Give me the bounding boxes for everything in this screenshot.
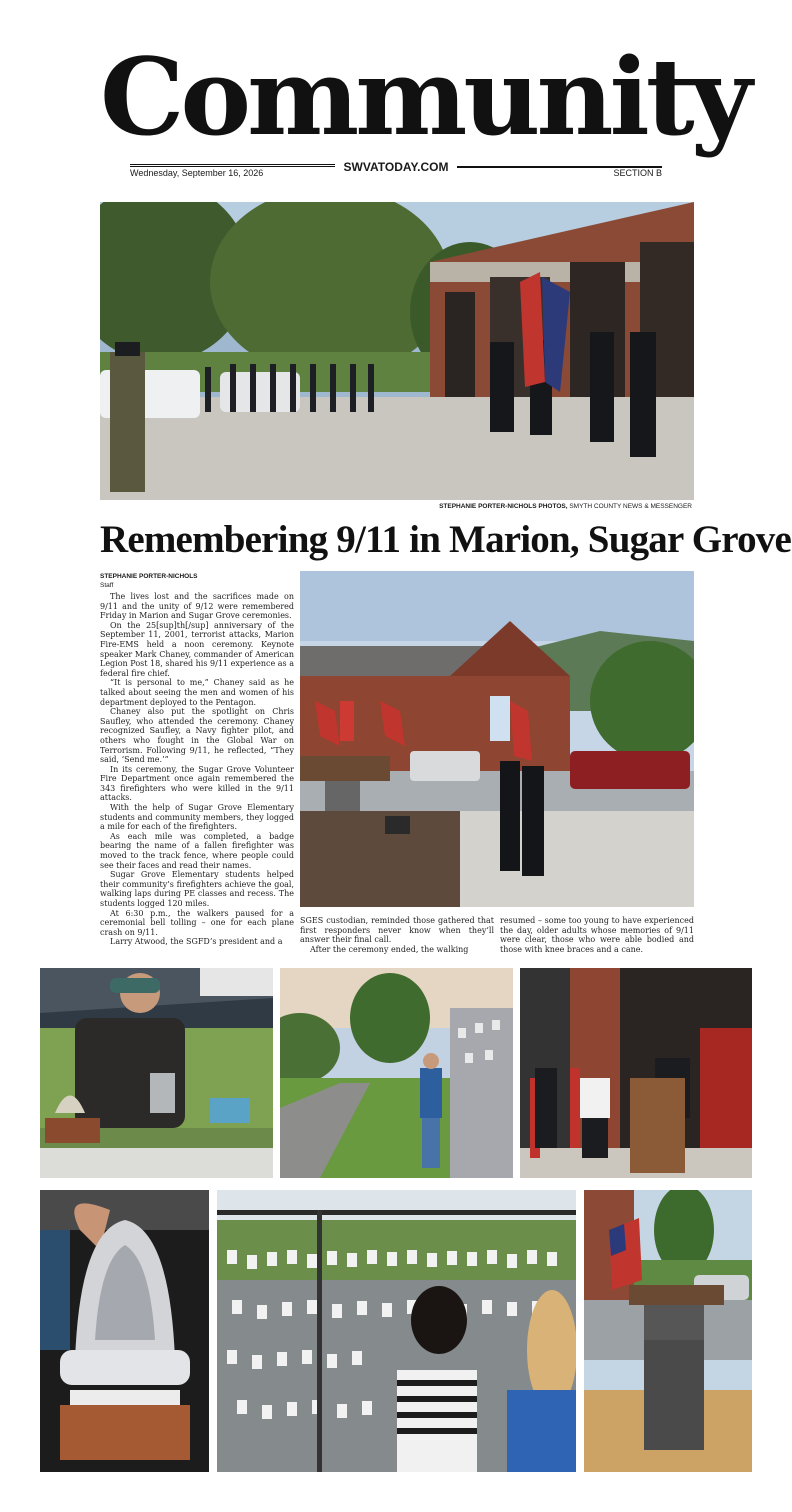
paragraph: SGES custodian, reminded those gathered that first responders never know when they’ll answer their final call. xyxy=(300,916,494,945)
paragraph: With the help of Sugar Grove Elementary students and community members, they logged a mile for each of the firefighters. xyxy=(100,803,294,832)
byline xyxy=(100,572,198,590)
speakers-photo xyxy=(520,968,752,1178)
bell-ringer-photo xyxy=(40,968,273,1178)
memorial-fence-photo xyxy=(217,1190,576,1472)
paragraph: “It is personal to me,” Chaney said as he talked about seeing the men and women of his department deployed to the Pentagon. xyxy=(100,678,294,707)
paragraph: On the 25[sup]th[/sup] anniversary of the September 11, 2001, terrorist attacks, Marion Fire-EMS held a noon ceremony. Keynote speaker Mark Chaney, commander of American Legion Post 18, shared his 9/11 experience as a federal fire chief. xyxy=(100,620,294,678)
section-label: SECTION B xyxy=(613,168,662,178)
steel-beam-photo xyxy=(584,1190,752,1472)
paragraph: In its ceremony, the Sugar Grove Volunteer Fire Department once again remembered the 343 firefighters who were killed in the 9/11 attacks. xyxy=(100,764,294,803)
article-column-2 xyxy=(300,916,494,954)
paragraph: Larry Atwood, the SGFD’s president and a xyxy=(110,937,283,947)
color-guard-photo xyxy=(300,571,694,907)
masthead-title: Community xyxy=(100,34,749,159)
paragraph: At 6:30 p.m., the walkers paused for a ceremonial bell tolling – one for each plane crash on 9/11. xyxy=(100,908,294,937)
paragraph: Chaney also put the spotlight on Chris Saufley, who attended the ceremony. Chaney recognized Saufley, a Navy fighter pilot, and others who fought in the Global War on Terrorism. Following 9/11, he reflected, “They said, ‘Send me.’” xyxy=(100,707,294,765)
paragraph: Sugar Grove Elementary students helped their community’s firefighters achieve the goal, walking laps during PE classes and recess. The students logged 120 miles. xyxy=(100,870,294,908)
photo-credit-outlet: SMYTH COUNTY NEWS & MESSENGER xyxy=(569,503,692,510)
issue-date: Wednesday, September 16, 2026 xyxy=(130,168,264,178)
paragraph: As each mile was completed, a badge bearing the name of a fallen firefighter was moved to the track fence, where people could see their faces and read their names. xyxy=(100,831,294,870)
paragraph: resumed – some too young to have experienced the day, older adults whose memories of 9/11 were clear, those who were able bodied and those with knee braces and a cane. xyxy=(500,916,694,954)
photo-credit xyxy=(439,503,692,510)
byline-role: Staff xyxy=(100,582,114,590)
paragraph: After the ceremony ended, the walking xyxy=(310,944,469,954)
lead-photo xyxy=(100,202,694,500)
paragraph: The lives lost and the sacrifices made on 9/11 and the unity of 9/12 were remembered Friday in Marion and Sugar Grove ceremonies. xyxy=(100,592,294,621)
article-column-3 xyxy=(500,916,694,954)
byline-name: STEPHANIE PORTER-NICHOLS xyxy=(100,573,198,580)
bell-closeup-photo xyxy=(40,1190,209,1472)
fence-walker-photo xyxy=(280,968,513,1178)
folio-bar xyxy=(130,160,662,182)
photo-credit-names: STEPHANIE PORTER-NICHOLS PHOTOS, xyxy=(439,503,568,510)
folio-rule-left xyxy=(130,164,335,167)
article-column-1 xyxy=(100,592,294,947)
article-headline: Remembering 9/11 in Marion, Sugar Grove xyxy=(100,518,791,561)
site-link[interactable]: SWVATODAY.COM xyxy=(343,160,449,174)
